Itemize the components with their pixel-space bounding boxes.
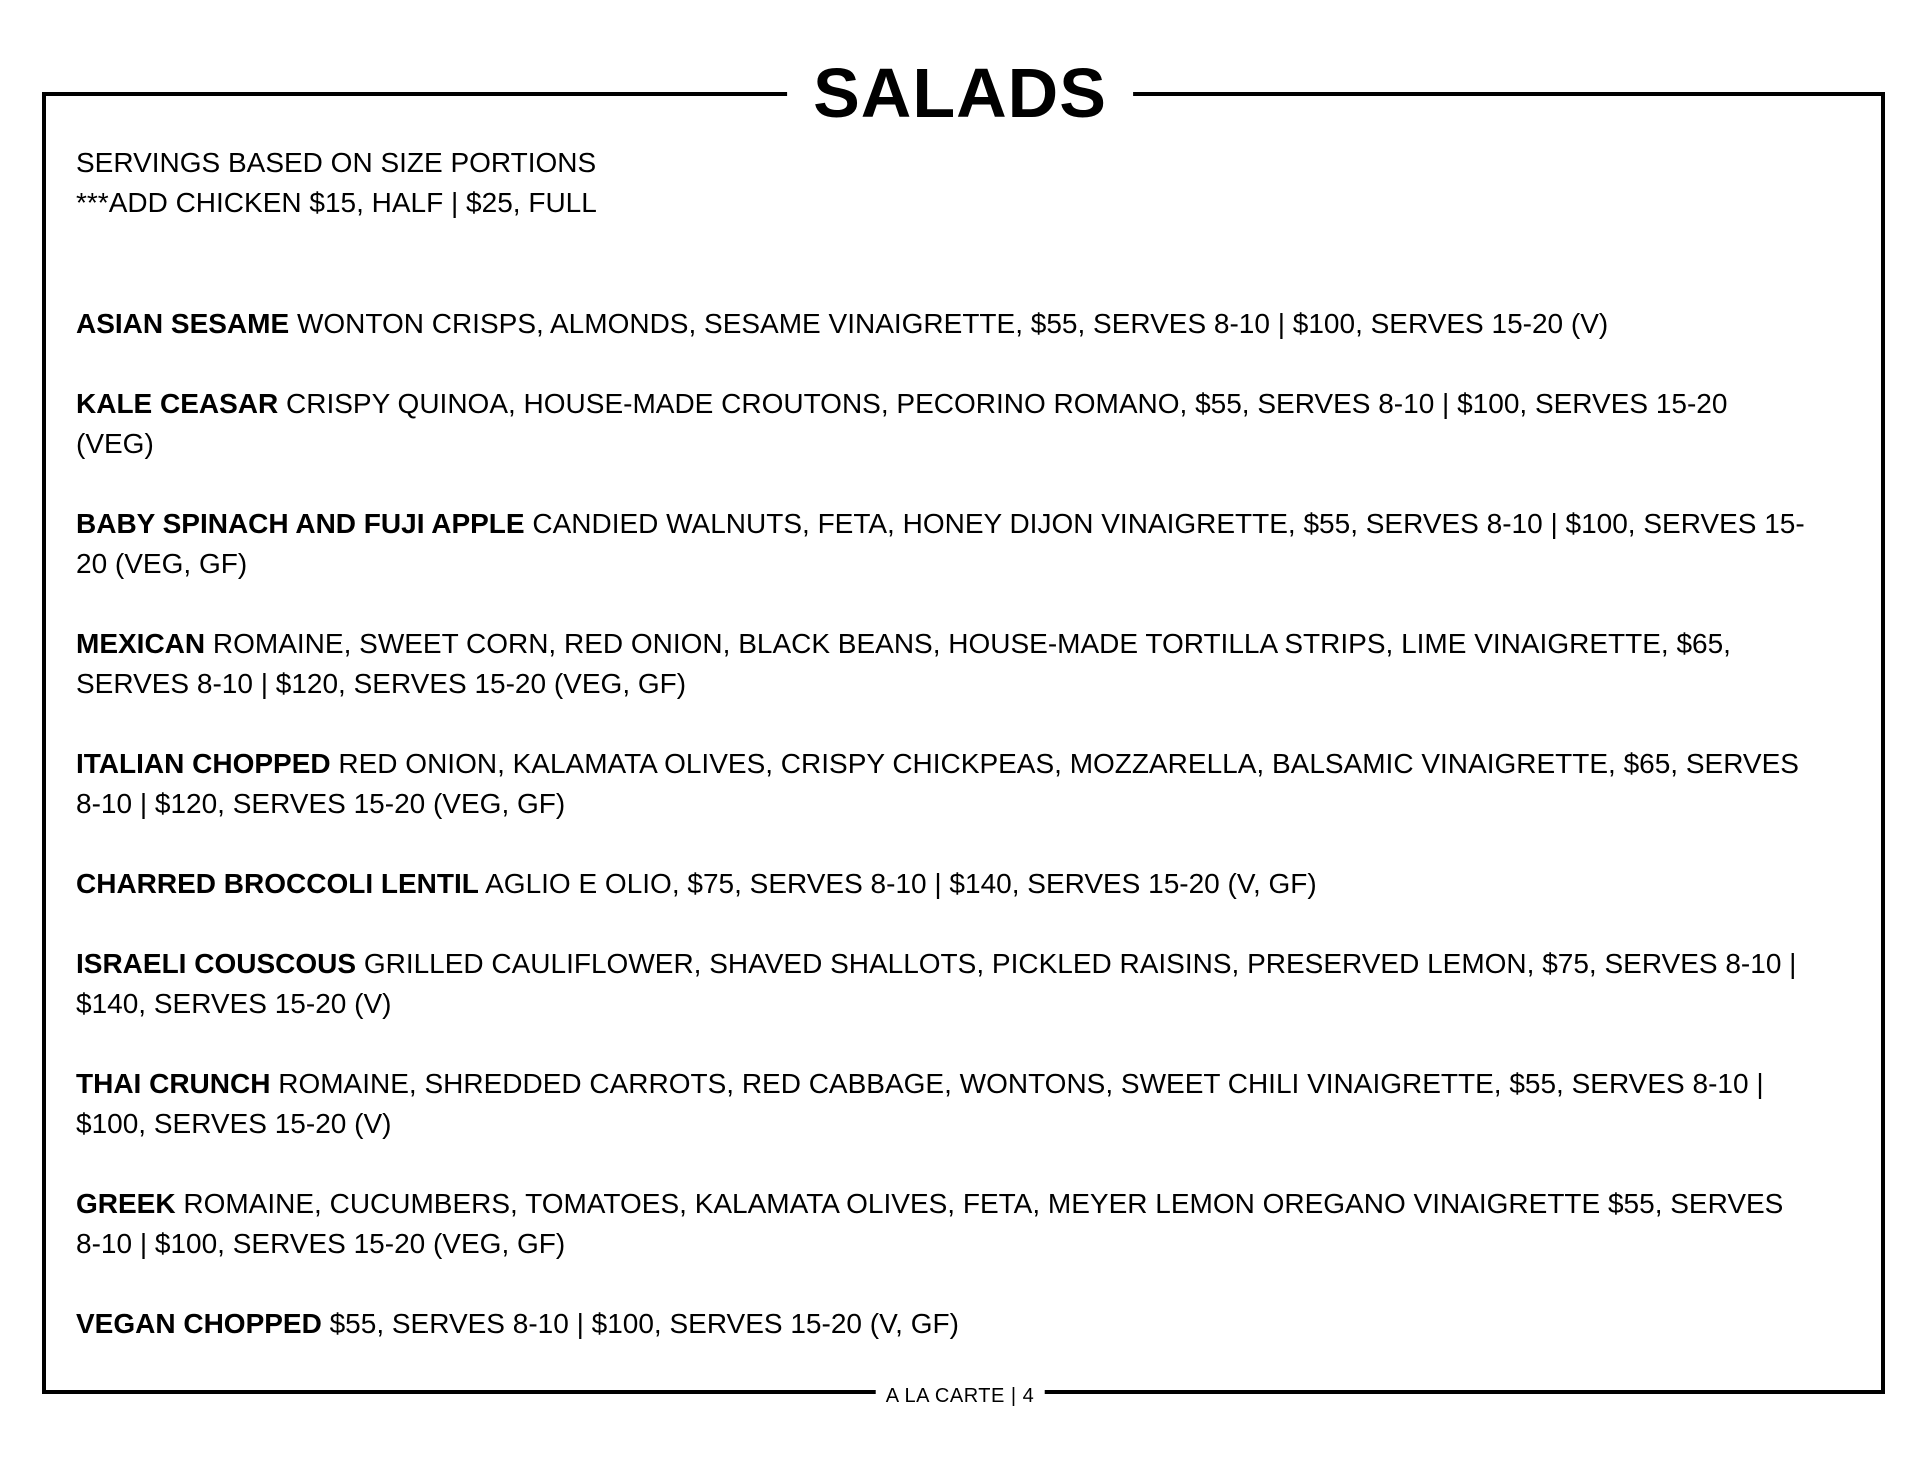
item-description: CRISPY QUINOA, HOUSE-MADE CROUTONS, PECORINO ROMANO, $55, SERVES 8-10 | $100, SERVES 15-20 (VEG) (76, 388, 1728, 459)
page-title: SALADS (787, 48, 1133, 138)
item-description: ROMAINE, CUCUMBERS, TOMATOES, KALAMATA OLIVES, FETA, MEYER LEMON OREGANO VINAIGRETTE $55, SERVES 8-10 | $100, SERVES 15-20 (VEG, GF) (76, 1188, 1784, 1259)
item-name: CHARRED BROCCOLI LENTIL (76, 868, 479, 899)
item-name: ASIAN SESAME (76, 308, 290, 339)
servings-note: SERVINGS BASED ON SIZE PORTIONS (76, 147, 597, 178)
add-chicken-note: ***ADD CHICKEN $15, HALF | $25, FULL (76, 187, 597, 218)
item-name: ISRAELI COUSCOUS (76, 948, 357, 979)
menu-item-thai-crunch (76, 1064, 1811, 1144)
menu-item-mexican (76, 624, 1811, 704)
item-name: BABY SPINACH AND FUJI APPLE (76, 508, 525, 539)
item-name: VEGAN CHOPPED (76, 1308, 322, 1339)
menu-item-israeli-couscous (76, 944, 1811, 1024)
menu-item-kale-ceasar (76, 384, 1811, 464)
item-name: GREEK (76, 1188, 176, 1219)
salad-list (76, 304, 1811, 1344)
page-footer: A LA CARTE | 4 (876, 1378, 1045, 1414)
item-description: GRILLED CAULIFLOWER, SHAVED SHALLOTS, PICKLED RAISINS, PRESERVED LEMON, $75, SERVES 8-10 | $140, SERVES 15-20 (V) (76, 948, 1797, 1019)
item-description: WONTON CRISPS, ALMONDS, SESAME VINAIGRETTE, $55, SERVES 8-10 | $100, SERVES 15-20 (V) (296, 308, 1609, 339)
menu-item-vegan-chopped (76, 1304, 1811, 1344)
item-name: KALE CEASAR (76, 388, 279, 419)
item-description: RED ONION, KALAMATA OLIVES, CRISPY CHICKPEAS, MOZZARELLA, BALSAMIC VINAIGRETTE, $65, SERVES 8-10 | $120, SERVES 15-20 (VEG, GF) (76, 748, 1799, 819)
item-description: CANDIED WALNUTS, FETA, HONEY DIJON VINAIGRETTE, $55, SERVES 8-10 | $100, SERVES 15-20 (VEG, GF) (76, 508, 1805, 579)
menu-item-charred-broccoli-lentil (76, 864, 1811, 904)
menu-item-asian-sesame (76, 304, 1811, 344)
item-name: MEXICAN (76, 628, 206, 659)
item-description: ROMAINE, SWEET CORN, RED ONION, BLACK BEANS, HOUSE-MADE TORTILLA STRIPS, LIME VINAIGRETTE, $65, SERVES 8-10 | $120, SERVES 15-20 (VEG, GF) (76, 628, 1731, 699)
menu-item-baby-spinach-fuji-apple (76, 504, 1811, 584)
item-name: THAI CRUNCH (76, 1068, 271, 1099)
item-description: AGLIO E OLIO, $75, SERVES 8-10 | $140, SERVES 15-20 (V, GF) (485, 868, 1317, 899)
item-description: $55, SERVES 8-10 | $100, SERVES 15-20 (V, GF) (329, 1308, 959, 1339)
menu-item-italian-chopped (76, 744, 1811, 824)
item-name: ITALIAN CHOPPED (76, 748, 331, 779)
menu-item-greek (76, 1184, 1811, 1264)
menu-content (76, 143, 1811, 1384)
item-description: ROMAINE, SHREDDED CARROTS, RED CABBAGE, WONTONS, SWEET CHILI VINAIGRETTE, $55, SERVES 8-10 | $100, SERVES 15-20 (V) (76, 1068, 1764, 1139)
